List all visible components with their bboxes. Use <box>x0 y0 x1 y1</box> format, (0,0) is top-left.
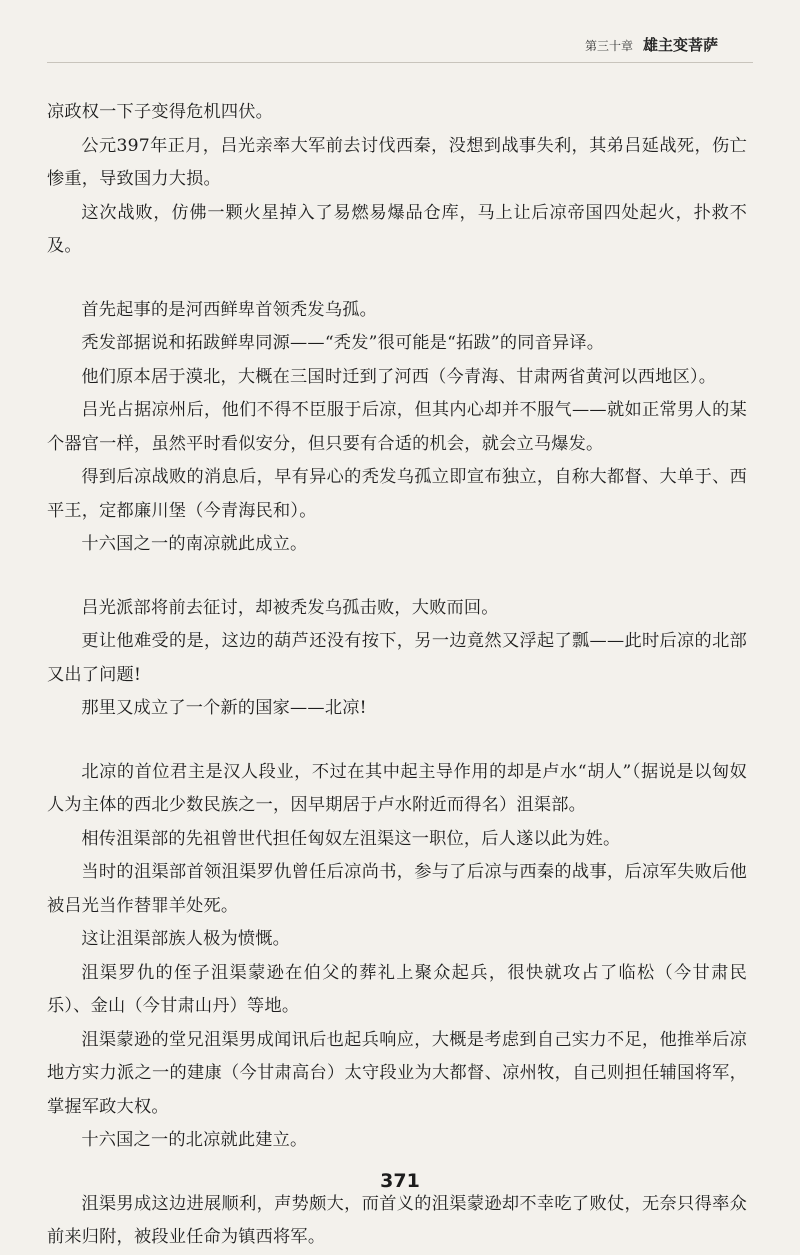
paragraph: 他们原本居于漠北，大概在三国时迁到了河西（今青海、甘肃两省黄河以西地区）。 <box>81 366 717 387</box>
paragraph: 得到后凉战败的消息后，早有异心的秃发乌孤立即宣布独立，自称大都督、大单于、西平王，定都廉川堡（今青海民和）。 <box>47 467 747 521</box>
paragraph: 首先起事的是河西鲜卑首领秃发乌孤。 <box>81 299 377 320</box>
header-divider <box>47 62 753 63</box>
paragraph: 沮渠男成这边进展顺利，声势颇大，而首义的沮渠蒙逊却不幸吃了败仗，无奈只得率众前来归附，被段业任命为镇西将军。 <box>47 1193 747 1247</box>
paragraph: 当时的沮渠部首领沮渠罗仇曾任后凉尚书，参与了后凉与西秦的战事，后凉军失败后他被吕光当作替罪羊处死。 <box>47 862 747 916</box>
paragraph: 北凉的首位君主是汉人段业，不过在其中起主导作用的却是卢水“胡人”（据说是以匈奴人为主体的西北少数民族之一，因早期居于卢水附近而得名）沮渠部。 <box>47 761 747 815</box>
paragraph: 那里又成立了一个新的国家——北凉! <box>81 698 367 718</box>
paragraph: 秃发部据说和拓跋鲜卑同源——“秃发”很可能是“拓跋”的同音异译。 <box>81 333 605 353</box>
paragraph: 更让他难受的是，这边的葫芦还没有按下，另一边竟然又浮起了瓢——此时后凉的北部又出了问题! <box>47 631 747 685</box>
paragraph: 这让沮渠部族人极为愤慨。 <box>81 929 291 949</box>
paragraph: 十六国之一的北凉就此建立。 <box>81 1130 308 1150</box>
paragraph: 十六国之一的南凉就此成立。 <box>81 534 308 554</box>
paragraph: 吕光占据凉州后，他们不得不臣服于后凉，但其内心却并不服气——就如正常男人的某个器官一样，虽然平时看似安分，但只要有合适的机会，就会立马爆发。 <box>47 400 747 454</box>
section-gap <box>47 562 747 592</box>
paragraph: 沮渠罗仇的侄子沮渠蒙逊在伯父的葬礼上聚众起兵，很快就攻占了临松（今甘肃民乐）、金山（今甘肃山丹）等地。 <box>47 962 747 1016</box>
running-header <box>585 34 718 55</box>
paragraph: 这次战败，仿佛一颗火星掉入了易燃易爆品仓库，马上让后凉帝国四处起火，扑救不及。 <box>47 202 747 256</box>
section-gap <box>47 726 747 756</box>
paragraph: 公元397年正月，吕光亲率大军前去讨伐西秦，没想到战事失利，其弟吕延战死，伤亡惨重，导致国力大损。 <box>47 135 747 189</box>
page-body <box>47 96 747 1255</box>
paragraph: 凉政权一下子变得危机四伏。 <box>47 102 274 122</box>
paragraph: 沮渠蒙逊的堂兄沮渠男成闻讯后也起兵响应，大概是考虑到自己实力不足，他推举后凉地方实力派之一的建康（今甘肃高台）太守段业为大都督、凉州牧，自己则担任辅国将军，掌握军政大权。 <box>47 1029 747 1117</box>
paragraph: 吕光派部将前去征讨，却被秃发乌孤击败，大败而回。 <box>81 597 499 618</box>
section-gap <box>47 264 747 294</box>
chapter-number: 第三十章 <box>584 39 633 53</box>
chapter-title: 雄主变菩萨 <box>642 36 718 54</box>
page-number: 371 <box>380 1170 420 1192</box>
paragraph: 相传沮渠部的先祖曾世代担任匈奴左沮渠这一职位，后人遂以此为姓。 <box>81 828 621 849</box>
